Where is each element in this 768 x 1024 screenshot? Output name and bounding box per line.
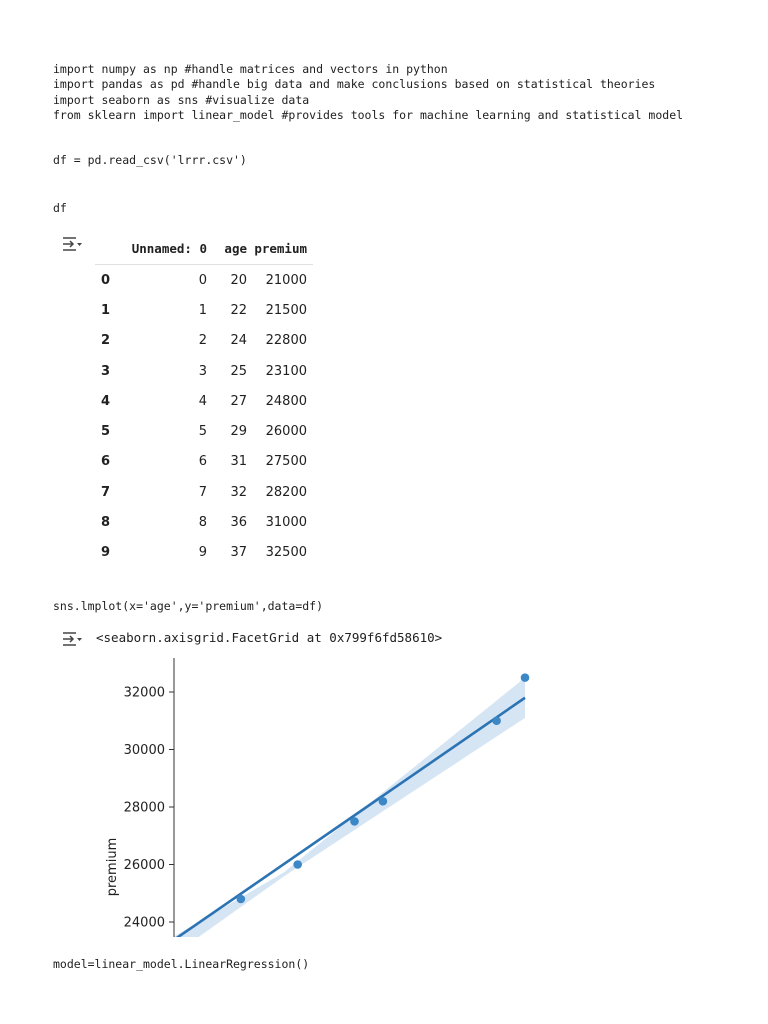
table-row (95, 538, 313, 568)
cell-unnamed: 2 (198, 333, 207, 349)
row-index: 7 (101, 484, 111, 500)
table-header-row (95, 233, 313, 265)
row-index: 3 (101, 363, 111, 379)
cell-age: 36 (230, 515, 247, 531)
cell-premium: 21000 (265, 272, 307, 288)
cell-unnamed: 7 (198, 484, 207, 500)
cell-premium: 28200 (265, 484, 307, 500)
cell-unnamed: 0 (198, 272, 207, 288)
table-row (95, 295, 313, 325)
table-row (95, 326, 313, 356)
index-header (95, 233, 129, 265)
row-index: 6 (101, 454, 111, 470)
code-cell-df[interactable]: df (53, 201, 67, 215)
table-row (95, 507, 313, 537)
code-cell-read-csv[interactable]: df = pd.read_csv('lrrr.csv') (53, 153, 247, 167)
cell-premium: 22800 (265, 333, 307, 349)
row-index: 2 (101, 333, 111, 349)
cell-unnamed: 8 (198, 515, 207, 531)
column-header-age: age (207, 233, 247, 265)
cell-unnamed: 4 (198, 393, 207, 409)
cell-age: 29 (230, 424, 247, 440)
cell-unnamed: 1 (198, 302, 207, 318)
cell-premium: 31000 (265, 515, 307, 531)
y-axis-label: premium (105, 837, 120, 897)
y-tick-label: 28000 (123, 800, 165, 816)
row-index: 8 (101, 515, 111, 531)
cell-unnamed: 9 (198, 545, 207, 561)
table-row (95, 356, 313, 386)
cell-age: 27 (230, 393, 247, 409)
cell-premium: 32500 (265, 545, 307, 561)
table-row (95, 416, 313, 446)
data-point (379, 797, 388, 806)
code-cell-imports[interactable]: import numpy as np #handle matrices and vectors in python import pandas as pd #handle big data and make conclusions based on statistical theories import seaborn as sns #visualize data from sklearn import linear_model #provides tools for machine learning and statistical model (53, 62, 684, 122)
data-point (492, 716, 501, 725)
cell-unnamed: 5 (198, 424, 207, 440)
y-tick-label: 26000 (123, 858, 165, 873)
row-index: 4 (101, 393, 111, 409)
cell-premium: 21500 (265, 302, 307, 318)
y-tick-label: 24000 (123, 915, 165, 931)
column-header-premium: premium (247, 233, 313, 265)
cell-premium: 24800 (265, 393, 307, 409)
table-row (95, 265, 313, 296)
code-cell-model[interactable]: model=linear_model.LinearRegression() (53, 957, 310, 971)
cell-age: 20 (230, 272, 247, 288)
row-index: 9 (101, 545, 111, 561)
row-index: 1 (101, 302, 111, 318)
cell-unnamed: 6 (198, 454, 207, 470)
cell-age: 25 (230, 363, 247, 379)
table-row (95, 447, 313, 477)
cell-age: 24 (230, 333, 247, 349)
facetgrid-output: <seaborn.axisgrid.FacetGrid at 0x799f6fd58610> (96, 630, 443, 645)
cell-age: 22 (230, 302, 247, 318)
data-point (521, 673, 530, 682)
cell-premium: 23100 (265, 363, 307, 379)
code-cell-lmplot[interactable]: sns.lmplot(x='age',y='premium',data=df) (53, 599, 324, 613)
lmplot-chart (96, 650, 546, 940)
cell-premium: 26000 (265, 424, 307, 440)
cell-unnamed: 3 (198, 363, 207, 379)
output-toggle-icon[interactable] (61, 236, 83, 254)
data-point (350, 817, 359, 826)
cell-age: 31 (230, 454, 247, 470)
cell-age: 37 (230, 545, 247, 561)
output-toggle-icon[interactable] (61, 631, 83, 649)
y-tick-label: 30000 (123, 743, 165, 758)
data-point (237, 895, 246, 904)
dataframe-table (95, 233, 313, 568)
row-index: 0 (101, 272, 111, 288)
row-index: 5 (101, 424, 111, 440)
column-header-unnamed: Unnamed: 0 (129, 233, 207, 265)
cell-age: 32 (230, 484, 247, 500)
y-tick-label: 32000 (123, 685, 165, 701)
cell-premium: 27500 (265, 454, 307, 470)
data-point (293, 860, 302, 869)
table-row (95, 477, 313, 507)
table-row (95, 386, 313, 416)
